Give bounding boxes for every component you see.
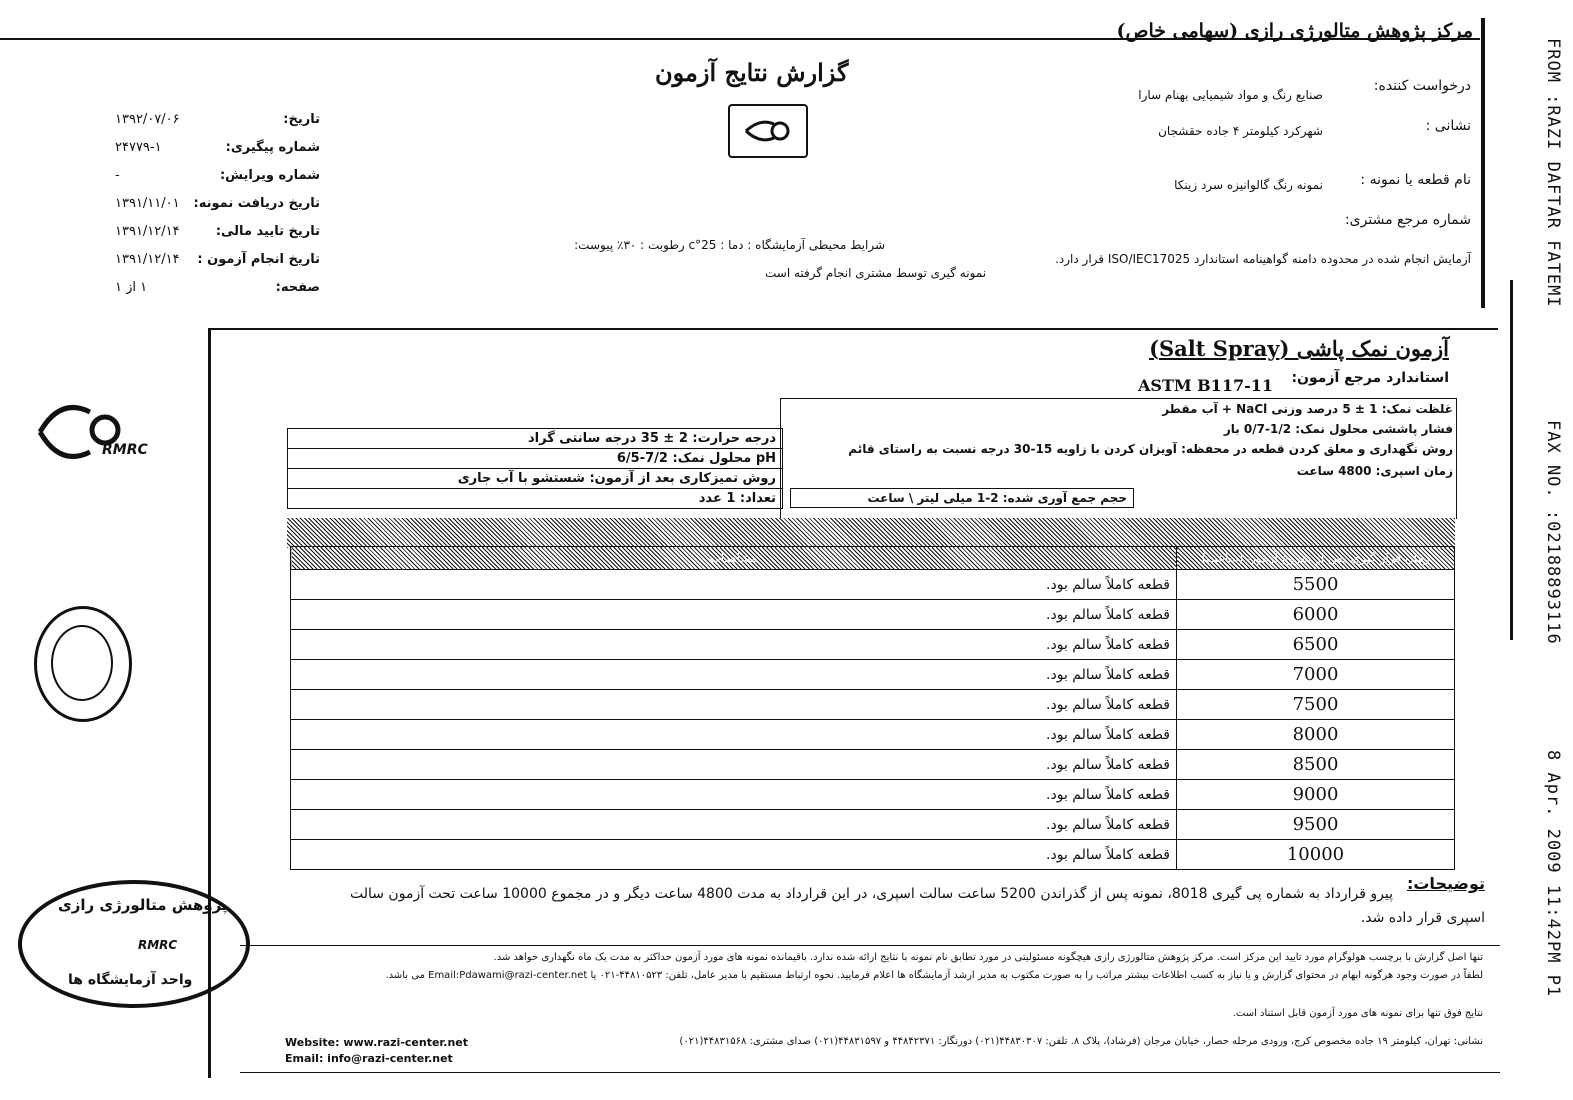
spray-pressure: فشار پاششی محلول نمک: 1/2-0/7 بار [1223, 422, 1453, 436]
ph-value: pH محلول نمک: 7/2-6/5 [288, 449, 783, 469]
rmrc-logo-icon [740, 116, 796, 146]
hours-cell: 8500 [1177, 750, 1455, 780]
accreditation-note: آزمایش انجام شده در محدوده دامنه گواهینامه استاندارد ISO/IEC17025 قرار دارد. [1055, 252, 1471, 266]
fax-from: FROM :RAZI DAFTAR FATEMI [1543, 38, 1563, 308]
table-row [291, 600, 1455, 630]
lab-stamp [18, 880, 248, 1010]
meta-received: تاریخ دریافت نمونه: ۱۳۹۱/۱۱/۰۱ [115, 196, 320, 211]
rmrc-emblem-icon [30, 392, 170, 472]
meta-financial: تاریخ تایید مالی: ۱۳۹۱/۱۲/۱۴ [115, 224, 320, 239]
obs-cell: قطعه کاملاً سالم بود. [291, 840, 1177, 870]
obs-cell: قطعه کاملاً سالم بود. [291, 780, 1177, 810]
standard-value: ASTM B117-11 [1138, 376, 1273, 395]
table-row [291, 570, 1455, 600]
stamp-rmrc-text: RMRC [138, 938, 178, 952]
salt-concentration: غلظت نمک: 1 ± 5 درصد وزنی NaCl + آب مقطر [1162, 402, 1453, 416]
holding-method: روش نگهداری و معلق کردن قطعه در محفظه: آویزان کردن با زاویه 15-30 درجه نسبت به راستای قائم [848, 442, 1453, 456]
hours-cell: 10000 [1177, 840, 1455, 870]
hours-cell: 5500 [1177, 570, 1455, 600]
footer-address: نشانی: تهران، کیلومتر ۱۹ جاده مخصوص کرج، ورودی مرحله حصار، خیابان مرجان (فرشاد)، پلاک ۸. تلفن: ۴۴۸۳۰۳۰۷(۰۲۱) دورنگار: ۴۴۸۴۲۳۷۱ و ۴۴۸۳۱۵۹۷(۰۲۱) صدای مشتری: ۴۴۸۳۱۵۶۸(۰۲۱) [679, 1036, 1483, 1047]
table-row [291, 720, 1455, 750]
meta-test-date: تاریخ انجام آزمون : ۱۳۹۱/۱۲/۱۴ [115, 252, 320, 267]
sample-label: نام قطعه یا نمونه : [1360, 172, 1471, 188]
conditions-left-table [287, 428, 783, 509]
requester-label: درخواست کننده: [1373, 78, 1471, 94]
table-row [291, 840, 1455, 870]
obs-cell: قطعه کاملاً سالم بود. [291, 630, 1177, 660]
logo-mark [728, 104, 808, 158]
dithered-band [287, 518, 1455, 548]
border-right-2 [1510, 280, 1513, 640]
sample-count: تعداد: 1 عدد [288, 489, 783, 509]
cleaning-method: روش تمیزکاری بعد از آزمون: شستشو با آب جاری [288, 469, 783, 489]
requester-value: صنایع رنگ و مواد شیمیایی بهنام سارا [1138, 88, 1323, 102]
col-observations: مشاهدات [291, 547, 1177, 570]
obs-cell: قطعه کاملاً سالم بود. [291, 750, 1177, 780]
fax-header-strip [1529, 0, 1565, 1100]
notes-line-2: اسپری قرار داده شد. [1360, 910, 1485, 926]
customer-ref-label: شماره مرجع مشتری: [1344, 212, 1471, 228]
collected-volume: حجم جمع آوری شده: 2-1 میلی لیتر \ ساعت [790, 488, 1134, 508]
hours-cell: 6000 [1177, 600, 1455, 630]
meta-date: تاریخ: ۱۳۹۲/۰۷/۰۶ [115, 112, 320, 127]
table-row [291, 690, 1455, 720]
footer-line-1: تنها اصل گزارش با برچسب هولوگرام مورد تایید این مرکز است. مرکز پژوهش متالورژی رازی هیچگونه مسئولیتی در مورد تطابق نام نمونه با نتایج ارائه شده ندارد. باقیمانده نمونه های مورد آزمون حداکثر به مدت یک ماه نگهداری خواهد شد. [493, 952, 1483, 963]
footer-email: Email: info@razi-center.net [285, 1052, 453, 1065]
meta-revision: شماره ویرایش: - [115, 168, 320, 183]
footer-line-3: نتایج فوق تنها برای نمونه های مورد آزمون قابل استناد است. [1232, 1008, 1483, 1019]
hours-cell: 9500 [1177, 810, 1455, 840]
table-row [291, 660, 1455, 690]
obs-cell: قطعه کاملاً سالم بود. [291, 690, 1177, 720]
center-name: مرکز پژوهش متالورژی رازی (سهامی خاص) [1116, 20, 1473, 42]
notes-label: توضیحات: [1406, 874, 1485, 893]
table-row [291, 810, 1455, 840]
obs-cell: قطعه کاملاً سالم بود. [291, 720, 1177, 750]
fax-date: 8 Apr. 2009 11:42PM P1 [1543, 750, 1563, 998]
border-right [1481, 18, 1485, 308]
standards-seal [34, 606, 132, 722]
seal-inner-ring-icon [51, 625, 113, 701]
test-title: آزمون نمک پاشی (Salt Spray) [1149, 336, 1449, 361]
obs-cell: قطعه کاملاً سالم بود. [291, 570, 1177, 600]
table-row [291, 750, 1455, 780]
temperature: درجه حرارت: 2 ± 35 درجه سانتی گراد [288, 429, 783, 449]
stamp-top-text: پژوهش متالورژی رازی [58, 896, 228, 914]
env-conditions: شرایط محیطی آزمایشگاه : دما : 25°c رطوبت : ۳۰٪ پیوست: [574, 238, 885, 252]
rmrc-text: RMRC [102, 442, 148, 458]
address-label: نشانی : [1425, 118, 1471, 134]
footer-website: Website: www.razi-center.net [285, 1036, 469, 1049]
stamp-bottom-text: واحد آزمایشگاه ها [68, 972, 193, 988]
exposure-time: زمان اسپری: 4800 ساعت [1296, 464, 1453, 478]
obs-cell: قطعه کاملاً سالم بود. [291, 810, 1177, 840]
standard-label: استاندارد مرجع آزمون: [1291, 370, 1449, 386]
hours-cell: 6500 [1177, 630, 1455, 660]
content-top-rule [208, 328, 1498, 330]
footer-line-2: لطفاً در صورت وجود هرگونه ابهام در محتوای گزارش و یا نیاز به کسب اطلاعات بیشتر مراتب را به صورت مکتوب به مدیر ارشد آزمایشگاه ها اعلام فرمایید. نحوه ارتباط مستقیم با مدیر عامل، تلفن: ۴۴۸۱۰۵۲۳-۰۲۱ یا Email:Pdawami@razi-center.net می باشد. [385, 970, 1483, 981]
notes-line-1: پیرو قرارداد به شماره پی گیری 8018، نمونه پس از گذراندن 5200 ساعت سالت اسپری، در این قرارداد به مدت 4800 ساعت دیگر و در مجموع 10000 ساعت تحت آزمون سالت [349, 886, 1393, 902]
table-row [291, 780, 1455, 810]
hours-cell: 9000 [1177, 780, 1455, 810]
fax-number: FAX NO. :02188893116 [1543, 420, 1563, 645]
footer-rule [240, 945, 1500, 946]
col-hours: زمان قرار گیری پس از شروع آزمون (ساعت) [1177, 547, 1455, 570]
table-row [291, 630, 1455, 660]
report-meta [115, 112, 320, 308]
obs-cell: قطعه کاملاً سالم بود. [291, 600, 1177, 630]
hours-cell: 8000 [1177, 720, 1455, 750]
hours-cell: 7000 [1177, 660, 1455, 690]
report-title: گزارش نتایج آزمون [655, 58, 849, 87]
sample-value: نمونه رنگ گالوانیزه سرد زینکا [1174, 178, 1323, 192]
sampling-note: نمونه گیری توسط مشتری انجام گرفته است [765, 266, 987, 280]
results-header-row [291, 547, 1455, 570]
rmrc-logo [30, 392, 170, 472]
hours-cell: 7500 [1177, 690, 1455, 720]
address-value: شهرکرد کیلومتر ۴ جاده حقشجان [1158, 124, 1323, 138]
obs-cell: قطعه کاملاً سالم بود. [291, 660, 1177, 690]
footer-bottom-rule [240, 1072, 1500, 1073]
meta-page: صفحه: ۱ از ۱ [115, 280, 320, 295]
meta-tracking: شماره پیگیری: ۲۴۷۷۹-۱ [115, 140, 320, 155]
results-table [290, 546, 1455, 870]
